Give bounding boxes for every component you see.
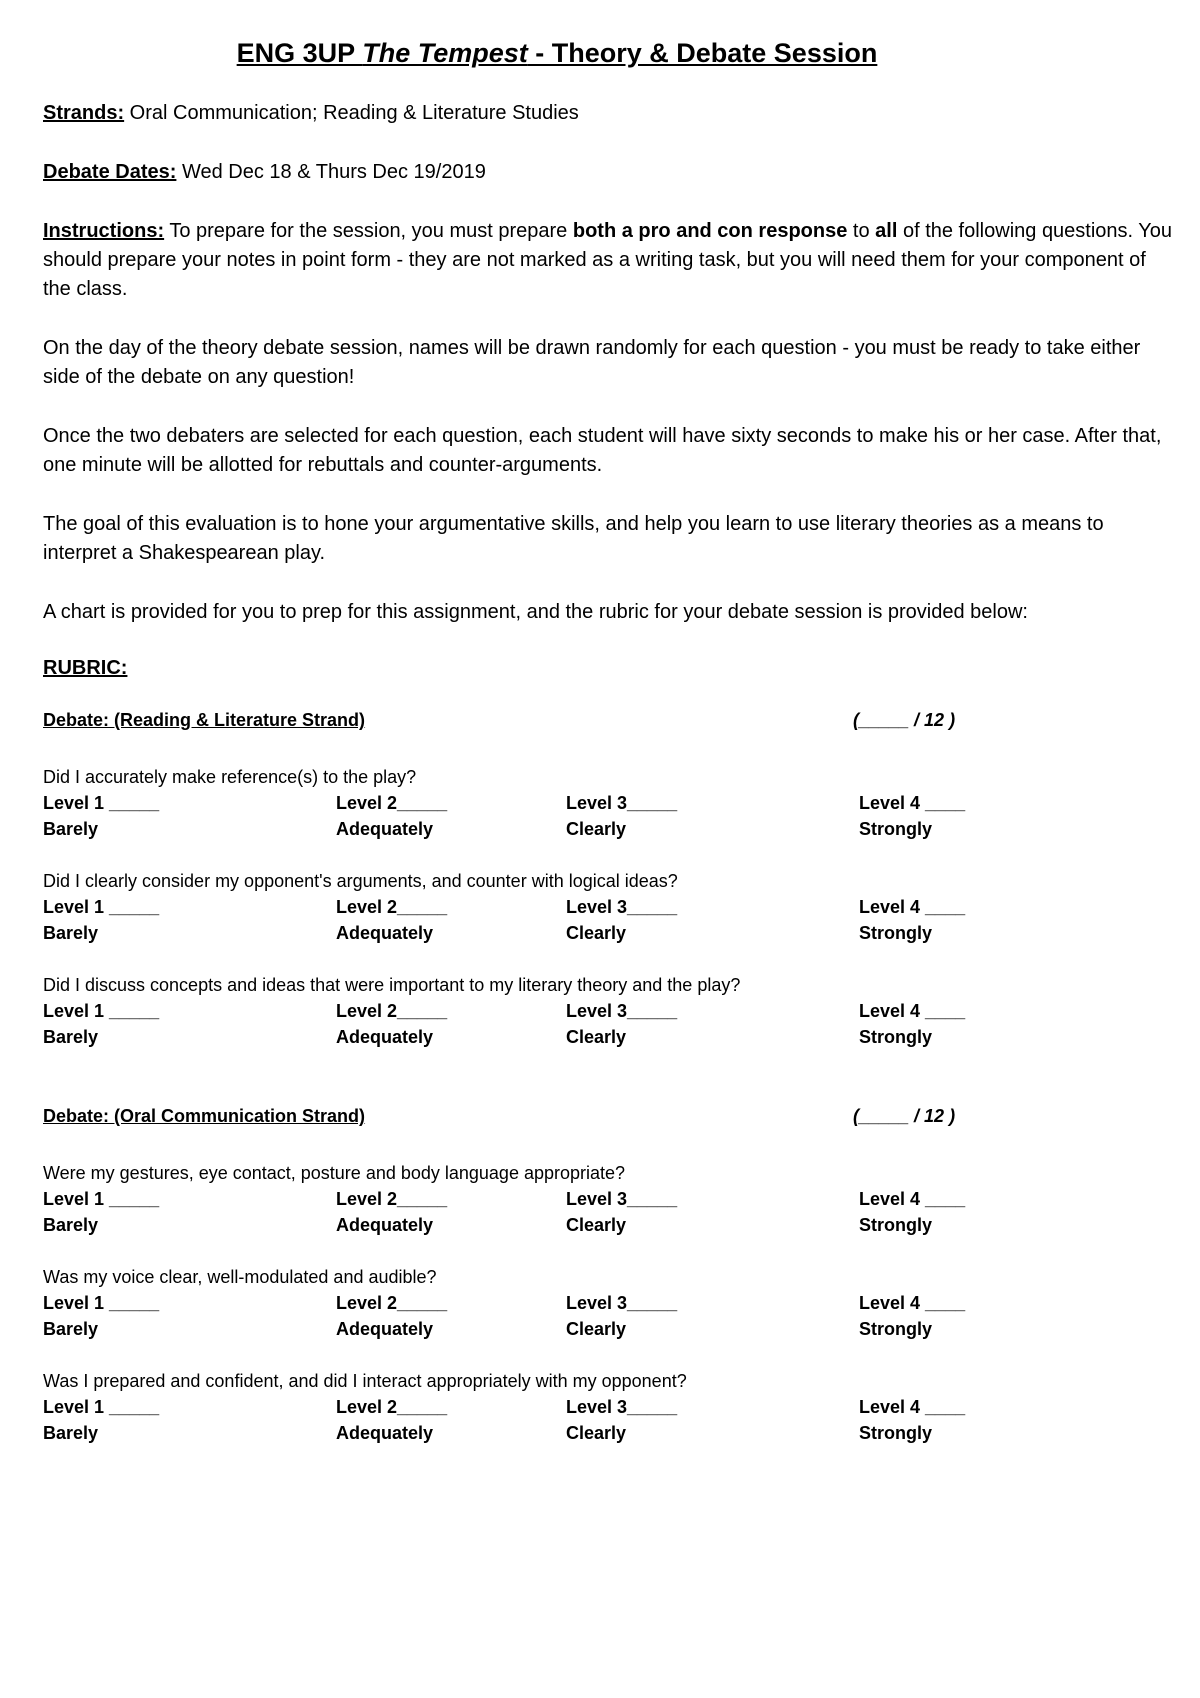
descriptor-strongly: Strongly bbox=[859, 1423, 933, 1443]
descriptor-adequately: Adequately bbox=[336, 1319, 434, 1339]
level-3-blank[interactable]: Level 3_____ bbox=[566, 793, 678, 813]
level-row bbox=[43, 790, 1173, 816]
descriptor-row bbox=[43, 1420, 1173, 1446]
instructions-bold-b: all bbox=[875, 220, 898, 242]
paragraph-goal: The goal of this evaluation is to hone your argumentative skills, and help you learn to use literary theories as a means to interpret a Shakespearean play. bbox=[43, 513, 1104, 564]
level-2-blank[interactable]: Level 2_____ bbox=[336, 1397, 448, 1417]
strands-label: Strands: bbox=[43, 102, 125, 124]
level-3-blank[interactable]: Level 3_____ bbox=[566, 1293, 678, 1313]
rubric-heading: RUBRIC: bbox=[43, 657, 128, 679]
level-2-blank[interactable]: Level 2_____ bbox=[336, 897, 448, 917]
descriptor-row bbox=[43, 816, 1173, 842]
level-3-blank[interactable]: Level 3_____ bbox=[566, 1189, 678, 1209]
rubric-section-oral bbox=[43, 1106, 1173, 1446]
level-4-blank[interactable]: Level 4 ____ bbox=[859, 793, 966, 813]
rubric-question bbox=[43, 1368, 1173, 1446]
descriptor-strongly: Strongly bbox=[859, 1215, 933, 1235]
level-1-blank[interactable]: Level 1 _____ bbox=[43, 1189, 160, 1209]
descriptor-adequately: Adequately bbox=[336, 1027, 434, 1047]
rubric-question bbox=[43, 1264, 1173, 1342]
descriptor-clearly: Clearly bbox=[566, 819, 627, 839]
descriptor-barely: Barely bbox=[43, 923, 99, 943]
section-title: Debate: (Oral Communication Strand) bbox=[43, 1106, 366, 1126]
rubric-question bbox=[43, 972, 1173, 1050]
section-header bbox=[43, 1106, 1173, 1132]
debate-dates-line bbox=[43, 158, 1173, 187]
level-1-blank[interactable]: Level 1 _____ bbox=[43, 1001, 160, 1021]
level-row bbox=[43, 1290, 1173, 1316]
paragraph-timing: Once the two debaters are selected for each question, each student will have sixty seconds to make his or her case. After that, one minute will be allotted for rebuttals and counter-arguments. bbox=[43, 425, 1162, 476]
level-4-blank[interactable]: Level 4 ____ bbox=[859, 897, 966, 917]
question-text: Did I clearly consider my opponent's arguments, and counter with logical ideas? bbox=[43, 871, 678, 891]
level-1-blank[interactable]: Level 1 _____ bbox=[43, 1397, 160, 1417]
instructions-paragraph bbox=[43, 217, 1173, 304]
instructions-label: Instructions: bbox=[43, 220, 165, 242]
level-2-blank[interactable]: Level 2_____ bbox=[336, 1293, 448, 1313]
level-row bbox=[43, 998, 1173, 1024]
question-text: Did I accurately make reference(s) to the play? bbox=[43, 767, 417, 787]
section-gap bbox=[43, 1076, 1173, 1106]
descriptor-clearly: Clearly bbox=[566, 1215, 627, 1235]
descriptor-strongly: Strongly bbox=[859, 819, 933, 839]
section-score: (_____ / 12 ) bbox=[853, 710, 956, 730]
rubric-question bbox=[43, 764, 1173, 842]
paragraph-chart: A chart is provided for you to prep for this assignment, and the rubric for your debate session is provided below: bbox=[43, 601, 1028, 623]
descriptor-adequately: Adequately bbox=[336, 819, 434, 839]
question-text: Was I prepared and confident, and did I interact appropriately with my opponent? bbox=[43, 1371, 687, 1391]
descriptor-barely: Barely bbox=[43, 1319, 99, 1339]
descriptor-strongly: Strongly bbox=[859, 1027, 933, 1047]
strands-value: Oral Communication; Reading & Literature Studies bbox=[124, 102, 579, 124]
level-1-blank[interactable]: Level 1 _____ bbox=[43, 1293, 160, 1313]
question-text: Did I discuss concepts and ideas that were important to my literary theory and the play? bbox=[43, 975, 741, 995]
descriptor-barely: Barely bbox=[43, 819, 99, 839]
question-text: Was my voice clear, well-modulated and audible? bbox=[43, 1267, 437, 1287]
level-4-blank[interactable]: Level 4 ____ bbox=[859, 1001, 966, 1021]
rubric-section-reading bbox=[43, 710, 1173, 1050]
section-header bbox=[43, 710, 1173, 736]
debate-dates-label: Debate Dates: bbox=[43, 161, 177, 183]
level-4-blank[interactable]: Level 4 ____ bbox=[859, 1397, 966, 1417]
descriptor-barely: Barely bbox=[43, 1423, 99, 1443]
descriptor-strongly: Strongly bbox=[859, 1319, 933, 1339]
level-1-blank[interactable]: Level 1 _____ bbox=[43, 897, 160, 917]
instructions-text-a: To prepare for the session, you must prepare bbox=[164, 220, 573, 242]
rubric-question bbox=[43, 868, 1173, 946]
descriptor-barely: Barely bbox=[43, 1215, 99, 1235]
section-score: (_____ / 12 ) bbox=[853, 1106, 956, 1126]
question-text: Were my gestures, eye contact, posture and body language appropriate? bbox=[43, 1163, 626, 1183]
level-1-blank[interactable]: Level 1 _____ bbox=[43, 793, 160, 813]
instructions-text-b: to bbox=[847, 220, 876, 242]
descriptor-row bbox=[43, 920, 1173, 946]
rubric-question bbox=[43, 1160, 1173, 1238]
level-3-blank[interactable]: Level 3_____ bbox=[566, 1397, 678, 1417]
title-prefix: ENG 3UP bbox=[236, 38, 363, 68]
level-row bbox=[43, 1186, 1173, 1212]
descriptor-row bbox=[43, 1212, 1173, 1238]
strands-line bbox=[43, 99, 1173, 128]
level-4-blank[interactable]: Level 4 ____ bbox=[859, 1189, 966, 1209]
paragraph-draw: On the day of the theory debate session, names will be drawn randomly for each question - you must be ready to take either side of the debate on any question! bbox=[43, 337, 1141, 388]
document-page bbox=[43, 38, 1173, 1472]
descriptor-adequately: Adequately bbox=[336, 923, 434, 943]
title-play-name: The Tempest bbox=[362, 38, 528, 68]
descriptor-clearly: Clearly bbox=[566, 1027, 627, 1047]
descriptor-clearly: Clearly bbox=[566, 923, 627, 943]
debate-dates-value: Wed Dec 18 & Thurs Dec 19/2019 bbox=[176, 161, 486, 183]
descriptor-row bbox=[43, 1024, 1173, 1050]
instructions-bold-a: both a pro and con response bbox=[572, 220, 848, 242]
descriptor-clearly: Clearly bbox=[566, 1423, 627, 1443]
page-title bbox=[43, 38, 1071, 69]
instructions-text-c: of the following questions. You should prepare your notes in point form - they are not marked as a writing task, but you will need them for your component of the class. bbox=[43, 220, 1173, 300]
level-3-blank[interactable]: Level 3_____ bbox=[566, 897, 678, 917]
section-title: Debate: (Reading & Literature Strand) bbox=[43, 710, 366, 730]
descriptor-adequately: Adequately bbox=[336, 1215, 434, 1235]
title-suffix: - Theory & Debate Session bbox=[527, 38, 878, 68]
descriptor-clearly: Clearly bbox=[566, 1319, 627, 1339]
level-row bbox=[43, 894, 1173, 920]
level-2-blank[interactable]: Level 2_____ bbox=[336, 1189, 448, 1209]
descriptor-adequately: Adequately bbox=[336, 1423, 434, 1443]
descriptor-row bbox=[43, 1316, 1173, 1342]
level-3-blank[interactable]: Level 3_____ bbox=[566, 1001, 678, 1021]
level-2-blank[interactable]: Level 2_____ bbox=[336, 1001, 448, 1021]
level-row bbox=[43, 1394, 1173, 1420]
descriptor-barely: Barely bbox=[43, 1027, 99, 1047]
level-2-blank[interactable]: Level 2_____ bbox=[336, 793, 448, 813]
descriptor-strongly: Strongly bbox=[859, 923, 933, 943]
level-4-blank[interactable]: Level 4 ____ bbox=[859, 1293, 966, 1313]
